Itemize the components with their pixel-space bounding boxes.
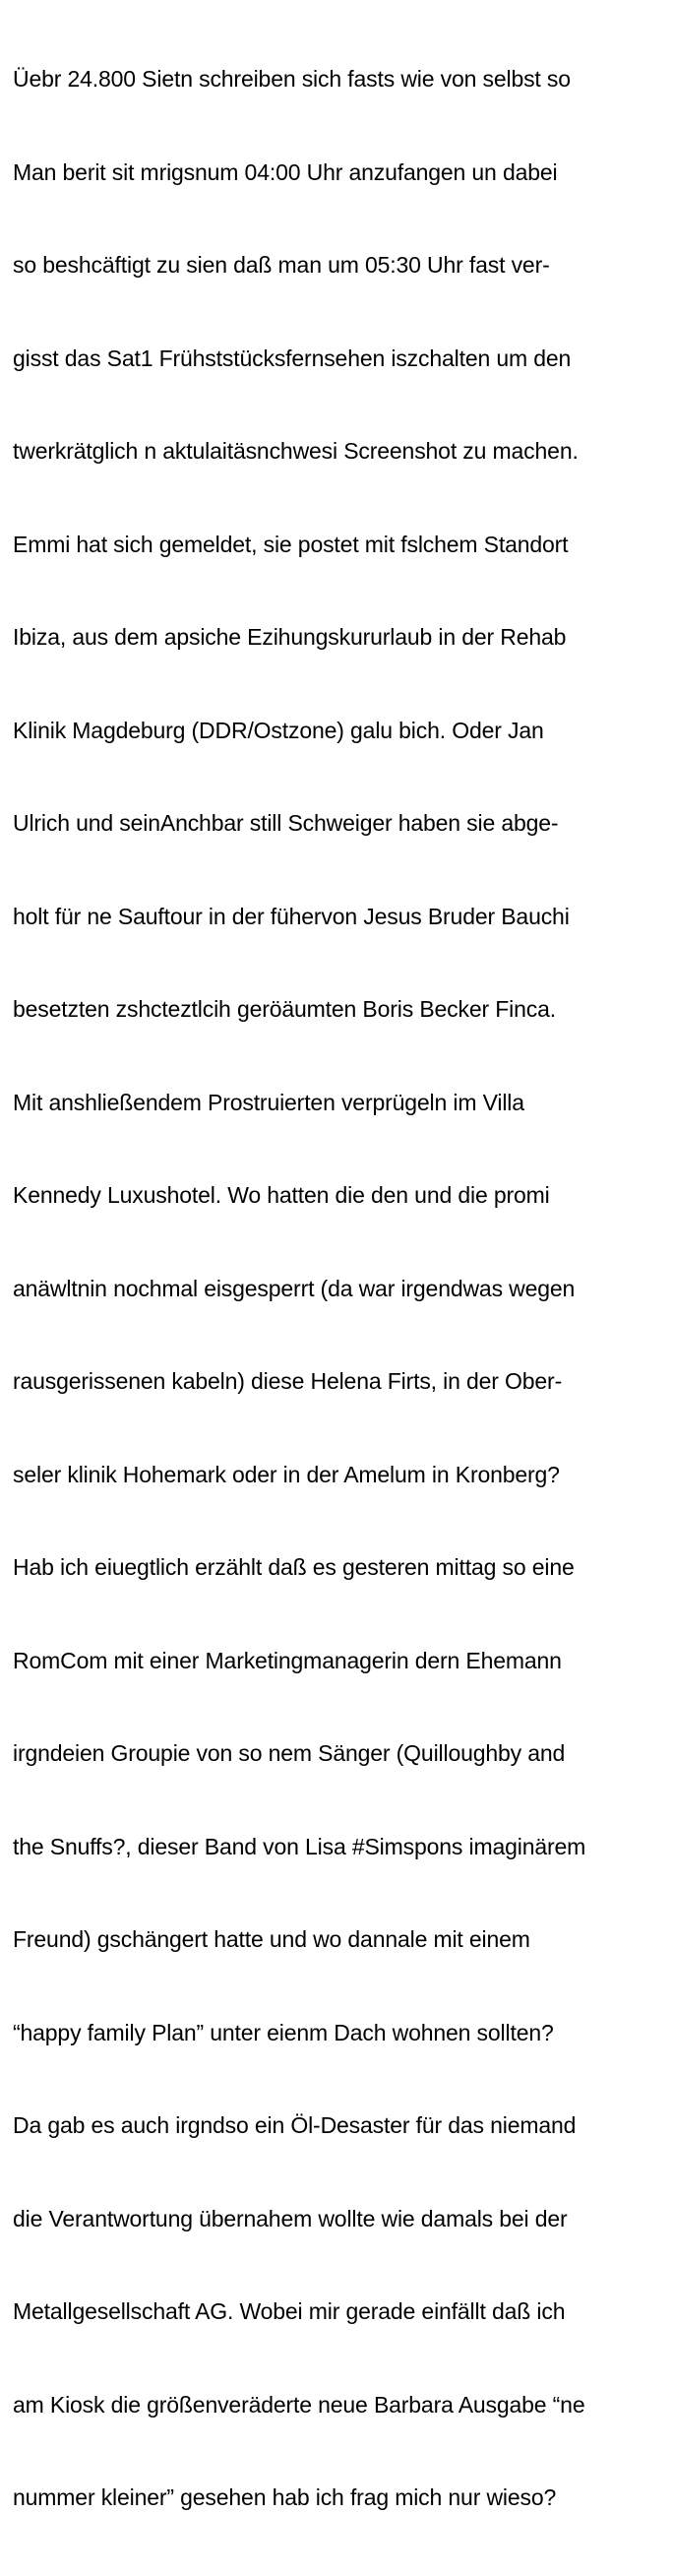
text-line-25: Metallgesellschaft AG. Wobei mir gerade einfällt daß ich bbox=[13, 2298, 566, 2324]
text-line-9: Ulrich und seinAnchbar still Schweiger haben sie abge- bbox=[13, 810, 559, 836]
text-line-12: Mit anshließendem Prostruierten verprügeln im Villa bbox=[13, 1089, 524, 1115]
body-text bbox=[13, 2, 670, 2576]
text-line-3: so beshcäftigt zu sien daß man um 05:30 Uhr fast ver- bbox=[13, 252, 550, 278]
text-line-2: Man berit sit mrigsnum 04:00 Uhr anzufangen un dabei bbox=[13, 158, 558, 185]
text-line-7: Ibiza, aus dem apsiche Ezihungskururlaub in der Rehab bbox=[13, 624, 567, 650]
text-line-24: die Verantwortung übernahem wollte wie damals bei der bbox=[13, 2205, 568, 2231]
text-line-11: besetzten zshcteztlcih geröäumten Boris Becker Finca. bbox=[13, 996, 556, 1022]
text-line-19: irgndeien Groupie von so nem Sänger (Quilloughby and bbox=[13, 1740, 566, 1766]
text-line-13: Kennedy Luxushotel. Wo hatten die den und die promi bbox=[13, 1182, 550, 1208]
text-line-14: anäwltnin nochmal eisgesperrt (da war irgendwas wegen bbox=[13, 1275, 576, 1301]
text-line-10: holt für ne Sauftour in der fühervon Jesus Bruder Bauchi bbox=[13, 903, 570, 929]
text-line-21: Freund) gschängert hatte und wo dannale mit einem bbox=[13, 1926, 530, 1952]
text-line-6: Emmi hat sich gemeldet, sie postet mit fslchem Standort bbox=[13, 531, 569, 557]
text-line-5: twerkrätglich n aktulaitäsnchwesi Screenshot zu machen. bbox=[13, 438, 579, 464]
text-line-18: RomCom mit einer Marketingmanagerin dern Ehemann bbox=[13, 1647, 562, 1673]
text-line-17: Hab ich eiuegtlich erzählt daß es gesteren mittag so eine bbox=[13, 1554, 575, 1580]
text-line-15: rausgerissenen kabeln) diese Helena Firts, in der Ober- bbox=[13, 1368, 563, 1394]
text-line-16: seler klinik Hohemark oder in der Amelum in Kronberg? bbox=[13, 1461, 560, 1487]
text-line-20: the Snuffs?, dieser Band von Lisa #Simspons imaginärem bbox=[13, 1833, 586, 1859]
text-line-23: Da gab es auch irgndso ein Öl-Desaster für das niemand bbox=[13, 2112, 577, 2138]
text-line-22: “happy family Plan” unter eienm Dach wohnen sollten? bbox=[13, 2019, 554, 2045]
text-line-26: am Kiosk die größenveräderte neue Barbara Ausgabe “ne bbox=[13, 2391, 585, 2418]
text-line-4: gisst das Sat1 Frühststücksfernsehen iszchalten um den bbox=[13, 345, 572, 371]
text-line-8: Klinik Magdeburg (DDR/Ostzone) galu bich. Oder Jan bbox=[13, 717, 544, 743]
text-line-1: Üebr 24.800 Sietn schreiben sich fasts wie von selbst so bbox=[13, 66, 571, 92]
text-line-27: nummer kleiner” gesehen hab ich frag mich nur wieso? bbox=[13, 2484, 557, 2510]
